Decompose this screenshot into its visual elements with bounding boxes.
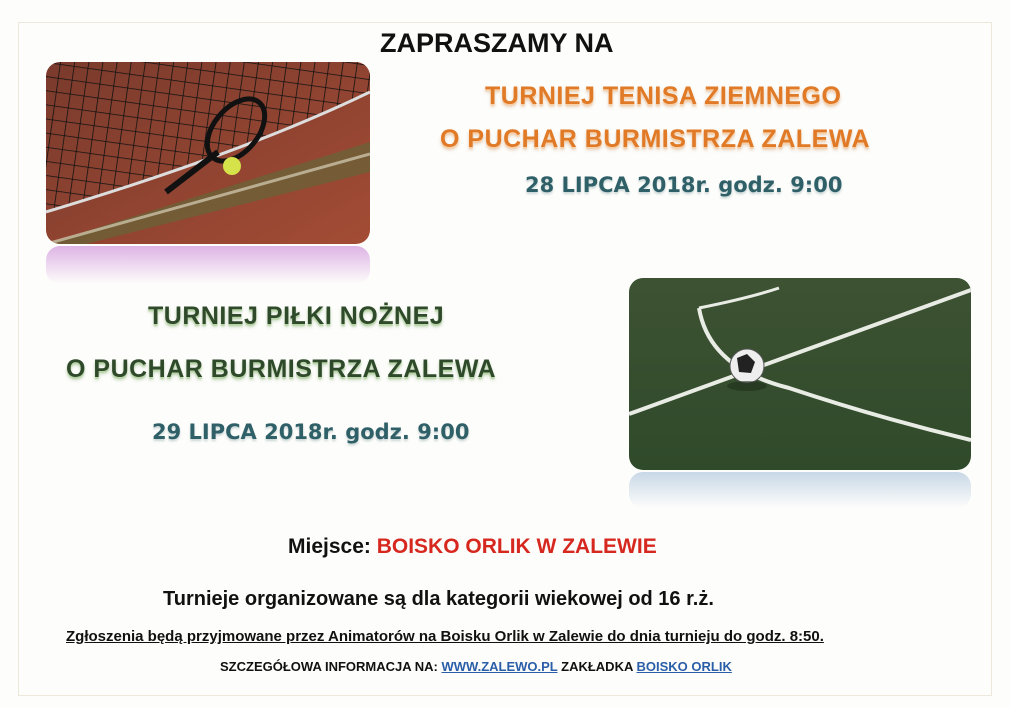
invite-heading: ZAPRASZAMY NA bbox=[380, 28, 614, 58]
place-value: BOISKO ORLIK W ZALEWIE bbox=[376, 535, 657, 558]
football-date: 29 LIPCA 2018r. godz. 9:00 bbox=[152, 420, 470, 444]
website-link[interactable]: WWW.ZALEWO.PL bbox=[441, 659, 558, 674]
football-title-line1: TURNIEJ PIŁKI NOŻNEJ bbox=[148, 302, 445, 330]
place-line bbox=[288, 535, 657, 559]
details-middle: ZAKŁADKA bbox=[561, 659, 633, 674]
tennis-date: 28 LIPCA 2018r. godz. 9:00 bbox=[525, 173, 843, 197]
registration-info: Zgłoszenia będą przyjmowane przez Animatorów na Boisku Orlik w Zalewie do dnia turnieju do godz. 8:50. bbox=[66, 628, 824, 645]
place-label: Miejsce: bbox=[288, 535, 371, 558]
boisko-orlik-tab-link[interactable]: BOISKO ORLIK bbox=[636, 659, 732, 674]
tennis-photo-reflection bbox=[46, 246, 370, 284]
tennis-photo bbox=[46, 62, 370, 244]
age-info: Turnieje organizowane są dla kategorii wiekowej od 16 r.ż. bbox=[163, 588, 714, 610]
soccer-photo bbox=[629, 278, 971, 470]
details-prefix: SZCZEGÓŁOWA INFORMACJA NA: bbox=[220, 659, 438, 674]
football-title-line2: O PUCHAR BURMISTRZA ZALEWA bbox=[66, 355, 497, 383]
tennis-title-line2: O PUCHAR BURMISTRZA ZALEWA bbox=[440, 125, 871, 153]
soccer-photo-reflection bbox=[629, 472, 971, 508]
details-line bbox=[220, 659, 732, 674]
tennis-title-line1: TURNIEJ TENISA ZIEMNEGO bbox=[485, 82, 842, 110]
